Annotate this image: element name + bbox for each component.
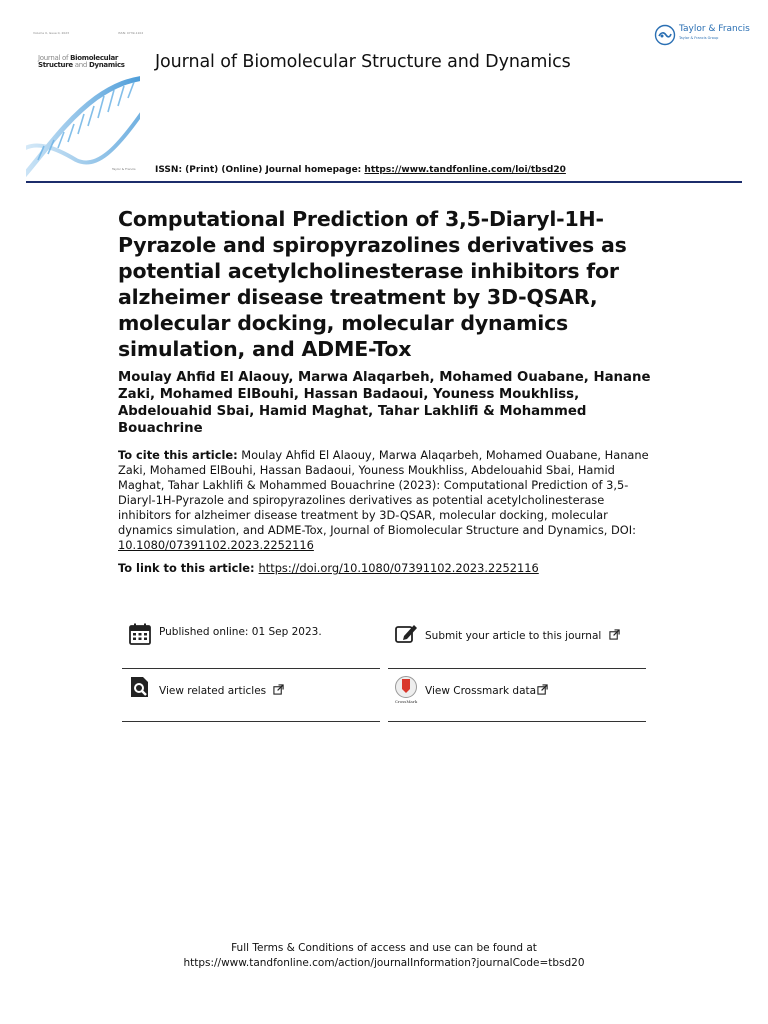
link-label: To link to this article:: [118, 561, 255, 575]
submit-article-link[interactable]: Submit your article to this journal: [425, 629, 620, 642]
article-doi-link[interactable]: https://doi.org/10.1080/07391102.2023.2252116: [258, 561, 539, 575]
article-title: Computational Prediction of 3,5-Diaryl-1H-Pyrazole and spiropyrazolines derivatives as potential acetylcholinesterase inhibitors for alzheimer disease treatment by 3D-QSAR, molecular docking, molecular dynamics simulation, and ADME-Tox: [118, 207, 627, 361]
taylor-francis-logo-icon: [654, 24, 676, 46]
footer-terms-text: Full Terms & Conditions of access and use can be found at: [231, 942, 537, 954]
external-link-icon: [537, 684, 548, 695]
citation-doi-link[interactable]: 10.1080/07391102.2023.2252116: [118, 538, 314, 552]
issn-tiny: ISSN: 0739-1102: [118, 31, 144, 35]
journal-homepage-link[interactable]: https://www.tandfonline.com/loi/tbsd20: [364, 165, 566, 175]
issn-line: ISSN: (Print) (Online) Journal homepage: https://www.tandfonline.com/loi/tbsd20: [155, 165, 566, 175]
published-online-box: [122, 616, 380, 669]
submit-article-box[interactable]: [388, 616, 646, 669]
journal-cover: [26, 50, 140, 178]
volume-info: Volume 0, Issue 0, 2023: [33, 31, 70, 35]
crossmark-link[interactable]: View Crossmark data: [425, 684, 548, 697]
crossmark-box[interactable]: [388, 669, 646, 722]
citation-text: Moulay Ahfid El Alaouy, Marwa Alaqarbeh, Mohamed Ouabane, Hanane Zaki, Mohamed ElBouhi, Hassan Badaoui, Youness Moukhliss, Abdelouahid Sbai, Hamid Maghat, Tahar Lakhlifi & Mohammed Bouachrine (2023): Computational Prediction of 3,5-Diaryl-1H-Pyrazole and spiropyrazolines derivatives as potential acetylcholinesterase inhibitors for alzheimer disease treatment by 3D-QSAR, molecular docking, molecular dynamics simulation, and ADME-Tox, Journal of Biomolecular Structure and Dynamics, DOI:: [118, 448, 649, 537]
related-articles-link[interactable]: View related articles: [159, 684, 284, 697]
dna-helix-icon: [26, 50, 140, 178]
related-articles-box[interactable]: [122, 669, 380, 722]
footer-terms: [0, 941, 768, 971]
header-divider: [26, 181, 742, 183]
search-document-icon: [128, 675, 152, 699]
publisher-name: Taylor & Francis: [679, 24, 750, 34]
edit-icon: [394, 622, 418, 646]
external-link-icon: [273, 684, 284, 695]
citation-block: [118, 448, 658, 553]
small-publisher-logo: Taylor & Francis: [112, 167, 136, 171]
calendar-icon: [128, 622, 152, 646]
publisher-subname: Taylor & Francis Group: [679, 36, 719, 40]
journal-title: Journal of Biomolecular Structure and Dynamics: [155, 52, 571, 72]
crossmark-icon: [394, 675, 418, 705]
cover-title: Journal of Biomolecular Structure and Dynamics: [38, 54, 125, 69]
publisher-logo[interactable]: [654, 24, 750, 46]
article-link-block: [118, 561, 658, 575]
footer-terms-url[interactable]: https://www.tandfonline.com/action/journalInformation?journalCode=tbsd20: [183, 957, 585, 969]
article-authors: Moulay Ahfid El Alaouy, Marwa Alaqarbeh, Mohamed Ouabane, Hanane Zaki, Mohamed ElBouhi, Hassan Badaoui, Youness Moukhliss, Abdelouahid Sbai, Hamid Maghat, Tahar Lakhlifi & Mohammed Bouachrine: [118, 370, 651, 436]
published-online-text: Published online: 01 Sep 2023.: [159, 626, 322, 638]
svg-text:CrossMark: CrossMark: [394, 699, 418, 704]
citation-label: To cite this article:: [118, 448, 238, 462]
external-link-icon: [609, 629, 620, 640]
